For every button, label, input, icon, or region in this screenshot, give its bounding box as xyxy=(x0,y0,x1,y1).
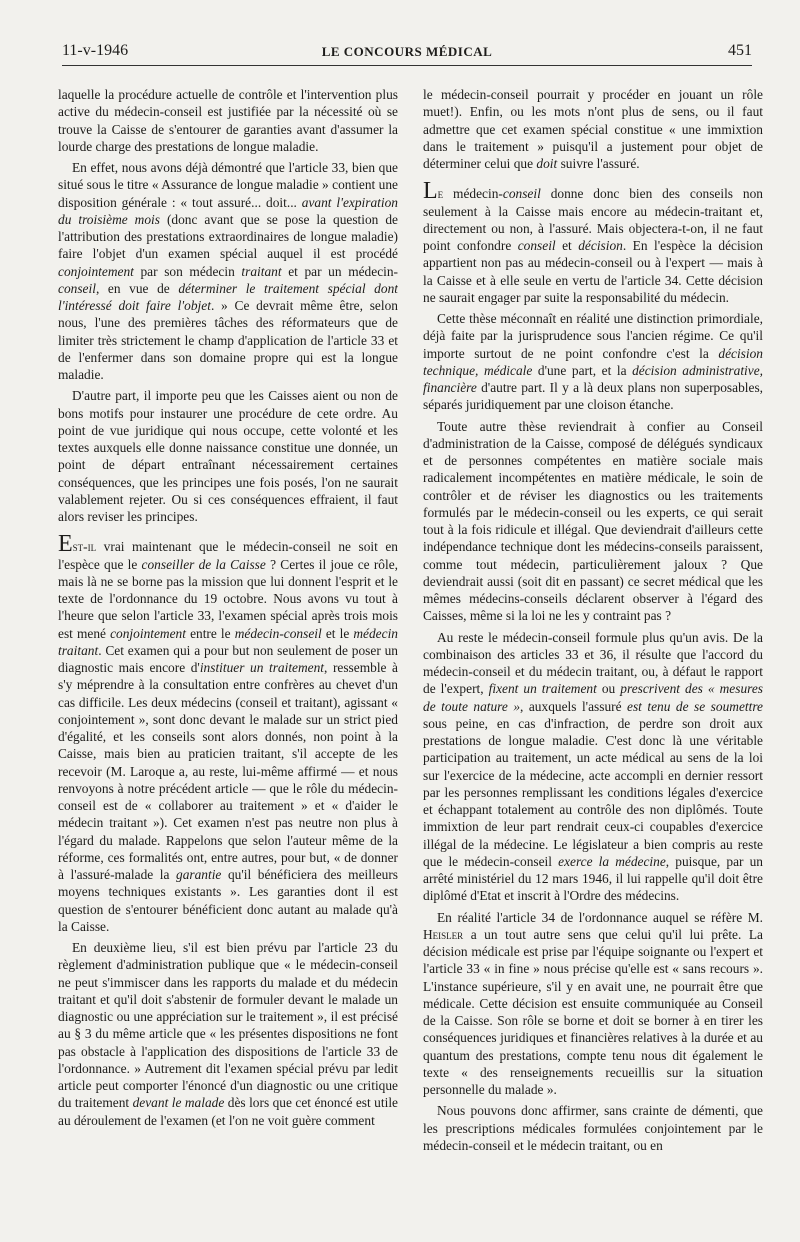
paragraph: Au reste le médecin-conseil formule plus qu'un avis. De la combinaison des articles 33 et 36, il résulte que l'accord du médecin-conseil et du médecin traitant, ou, à défaut le rapport de l'expert, fixent un traitement ou prescrivent des « mesures de toute nature », auxquels l'assuré est tenu de se soumettre sous peine, en cas d'infraction, de perdre son droit aux prestations de longue maladie. C'est donc là une véritable participation au traitement, un acte médical au sens de la loi sur l'exercice de la médecine, acte accompli en dernier ressort par les personnes remplissant les conditions légales d'exercice et échappant totalement au contrôle des non diplômés. Toute immixtion de leur part rendrait ceux-ci coupables d'exercice illégal de la médecine. Le législateur a bien compris au reste que le médecin-conseil exerce la médecine, puisque, par un arrêté ministériel du 12 mars 1946, il lui rappelle qu'il doit être diplômé d'Etat et inscrit à l'Ordre des médecins. xyxy=(423,629,763,904)
paragraph: le médecin-conseil pourrait y procéder en jouant un rôle muet!). Enfin, ou les mots n'ont plus de sens, ou il faut admettre que cet examen spécial constitue « une immixtion dans le traitement » puisqu'il a justement pour objet de déterminer celui que doit suivre l'assuré. xyxy=(423,87,763,171)
paragraph: Cette thèse méconnaît en réalité une distinction primordiale, déjà faite par la jurisprudence sous l'ancien régime. Ce qu'il importe surtout de ne point confondre c'est la décision technique, médicale d'une part, et la décision administrative, financière d'autre part. Il y a là deux plans non superposables, séparés juridiquement par une cloison étanche. xyxy=(423,311,763,413)
right-column xyxy=(423,86,763,1236)
header-rule xyxy=(62,65,752,66)
page-header xyxy=(62,42,752,64)
paragraph: D'autre part, il importe peu que les Caisses aient ou non de bons motifs pour instaurer une procédure de cete ordre. Au point de vue juridique qui nous occupe, cette volonté et les textes auxquels elle donne naissance constitue une donnée, un point de départ entraînant nécessairement certaines conséquences, que les principes une fois posés, l'on ne saurait valablement rejeter. Ou si ces conséquences effraient, il faut alors reviser les principes. xyxy=(58,388,398,524)
paragraph: En deuxième lieu, s'il est bien prévu par l'article 23 du règlement d'administration publique que « le médecin-conseil ne peut s'immiscer dans les rapports du malade et du médecin traitant et qu'il doit s'abstenir de formuler devant le malade un diagnostic ou une appréciation sur le traitement », il est précisé au § 3 du même article que « les présentes dispositions ne font pas obstacle à l'application des dispositions de l'article 33 de l'ordonnance. » Autrement dit l'examen spécial prévu par ledit article peut comporter l'énoncé d'un diagnostic ou une critique du traitement devant le malade dès lors que cet énoncé est utile au déroulement de l'examen (et l'on ne voit guère comment xyxy=(58,940,398,1128)
paragraph: En réalité l'article 34 de l'ordonnance auquel se réfère M. Heisler a un tout autre sens que celui qu'il lui prête. La décision médicale est prise par l'équipe soignante ou l'expert et l'article 33 « in fine » nous précise qu'elle est « sans recours ». L'instance supérieure, s'il y en avait une, ne pourrait être que médicale. Cette décision est ensuite communiquée au Conseil de la Caisse. Son rôle se borne et doit se borner à en tirer les conséquences juridiques et financières relatives à la durée et au quantum des prestations, compte tenu nous dit également le texte « des renseignements recueillis sur la situation personnelle du malade ». xyxy=(423,909,763,1097)
paragraph: En effet, nous avons déjà démontré que l'article 33, bien que situé sous le titre « Assurance de longue maladie » contient une disposition générale : « tout assuré... doit... avant l'expiration du troisième mois (donc avant que se pose la question de l'attribution des prestations extraordinaires de longue maladie) faire l'objet d'un examen spécial auquel il est procédé conjointement par son médecin traitant et par un médecin-conseil, en vue de déterminer le traitement spécial dont l'intéressé doit faire l'objet. » Ce devrait même être, selon nous, l'une des premières tâches des réformateurs que de limiter très strictement le champ d'application de l'article 33 et de l'enfermer dans son domaine propre qui est la longue maladie. xyxy=(58,160,398,382)
issue-date: 11-v-1946 xyxy=(62,42,129,59)
journal-title: LE CONCOURS MÉDICAL xyxy=(321,44,493,59)
paragraph: Le médecin-conseil donne donc bien des conseils non seulement à la Caisse mais encore au médecin-traitant et, directement ou non, à l'assuré. Mais objectera-t-on, il ne faut point confondre conseil et décision. En l'espèce la décision appartient non pas au médecin-conseil ou à l'expert — mais à la Caisse et à elle seule en vertu de l'article 34. Cette décision ne saurait engager par suite la responsabilité du médecin. xyxy=(423,178,763,305)
paragraph: laquelle la procédure actuelle de contrôle et l'intervention plus active du médecin-conseil est justifiée par la nécessité où se trouve la Caisse de s'entourer de garanties avant d'assumer la lourde charge des prestations de longue maladie. xyxy=(58,87,398,154)
page-number: 451 xyxy=(728,42,752,59)
paragraph: Toute autre thèse reviendrait à confier au Conseil d'administration de la Caisse, composé de délégués syndicaux et de personnes compétentes en matière sociale mais radicalement incompétentes en matière médicale, le soin de contrôler et de réviser les diagnostics ou les traitements formulés par le médecin-conseil ou les experts, ce qui serait tout à la fois ridicule et illégal. Que deviendrait d'ailleurs cette indépendance technique dont les médecins-conseils paraissent, comme tout médecin, particulièrement jaloux ? Que deviendrait aussi (soit dit en passant) ce secret médical que les mêmes médecins-conseils déclarent observer à l'égard des Caisses, même si la loi ne les y contraint pas ? xyxy=(423,418,763,624)
paragraph: Nous pouvons donc affirmer, sans crainte de démenti, que les prescriptions médicales formulées conjointement par le médecin-conseil et le médecin traitant, ou en xyxy=(423,1103,763,1153)
left-column xyxy=(58,86,398,1236)
paragraph: Est-il vrai maintenant que le médecin-conseil ne soit en l'espèce que le conseiller de la Caisse ? Certes il joue ce rôle, mais là ne se borne pas la mission que lui donnent l'esprit et le texte de l'ordonnance du 19 octobre. Nous avons vu tout à l'heure que selon l'article 33, l'examen spécial après trois mois est mené conjointement entre le médecin-conseil et le médecin traitant. Cet examen qui a pour but non seulement de poser un diagnostic mais encore d'instituer un traitement, ressemble à s'y méprendre à la consultation entre confrères au chevet d'un cas difficile. Les deux médecins (conseil et traitant), agissant « conjointement », sont donc devant le malade sur un strict pied d'égalité, et les conseils sont alors donnés, non point à la Caisse, mais bien au praticien traitant, s'il accepte de les recevoir (M. Laroque a, au reste, lui-même affirmé — et nous renvoyons à notre précédent article — que le rôle du médecin-conseil est de « collaborer au traitement » et « d'aider le médecin traitant »). Cet examen n'est pas neutre non plus à l'égard du malade. Rappelons que selon l'auteur même de la réforme, ces formalités ont, entre autres, pour but, « de donner à l'assuré-malade la garantie qu'il bénéficiera des meilleurs moyens techniques existants ». Les garanties dont il est question de s'entourer bénéficient donc autant au malade qu'à la Caisse. xyxy=(58,531,398,934)
